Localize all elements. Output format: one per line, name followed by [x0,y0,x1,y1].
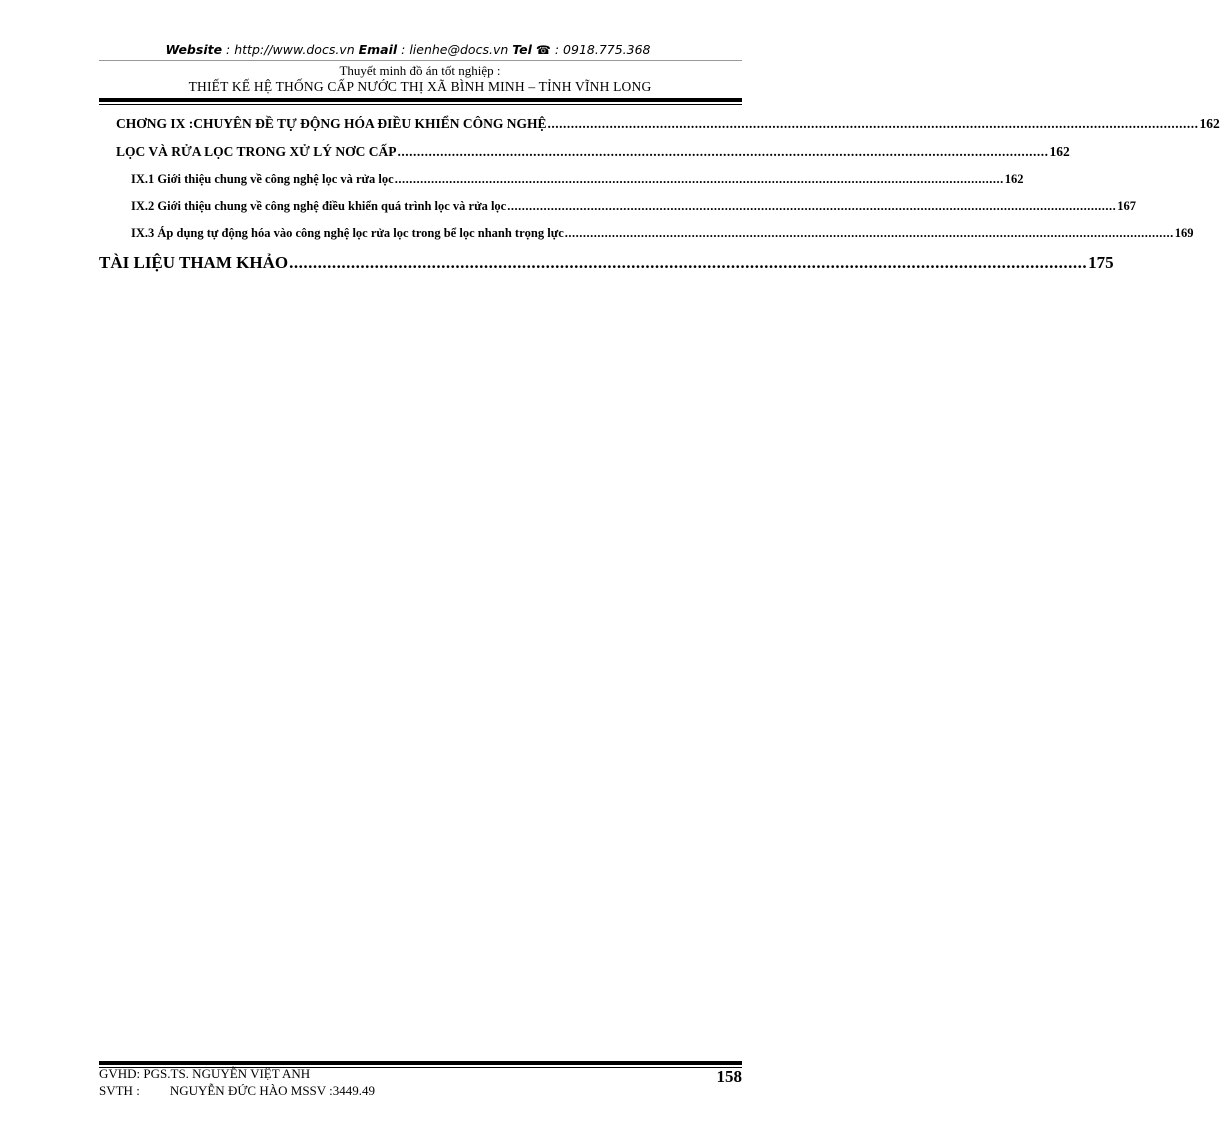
toc-entry[interactable] [131,226,1194,241]
tel-key: Tel [512,42,532,57]
toc-entry-page: 162 [1049,144,1070,159]
toc-entry-page: 169 [1174,226,1194,240]
toc-entry-page: 162 [1199,116,1220,131]
footer-student-value: NGUYỄN ĐỨC HÀO MSSV :3449.49 [169,1083,376,1098]
footer-student [99,1083,375,1099]
toc-entry[interactable] [131,199,1136,214]
toc-entry-label: IX.3 Áp dụng tự động hóa vào công nghệ lọc rửa lọc trong bể lọc nhanh trọng lực [131,226,564,240]
website-key: Website [165,42,223,57]
toc-entry-label: TÀI LIỆU THAM KHẢO [99,253,289,272]
toc-entry-label: IX.2 Giới thiệu chung về công nghệ điều khiển quá trình lọc và rửa lọc [131,199,507,213]
toc-leader-dots: ........................................................................................................................................................................ [289,253,1088,272]
toc-leader-dots: ........................................................................................................................................................................ [507,199,1117,213]
header-rule-thick [99,98,742,102]
toc-entry-page: 162 [1004,172,1024,186]
toc-entry-page: 167 [1117,199,1136,213]
toc-leader-dots: ........................................................................................................................................................................ [397,144,1049,159]
email-value: : lienhe@docs.vn [397,42,513,57]
toc-entry[interactable] [116,144,1070,160]
footer-rule-thick [99,1061,742,1065]
toc-leader-dots: ........................................................................................................................................................................ [394,172,1004,186]
website-header-line [0,42,816,57]
toc-entry[interactable] [116,116,1220,132]
document-title: THIẾT KẾ HỆ THỐNG CẤP NƯỚC THỊ XÃ BÌNH MINH – TỈNH VĨNH LONG [188,79,652,94]
footer-student-key: SVTH : [99,1083,140,1098]
website-value: : http://www.docs.vn [222,42,359,57]
page-number: 158 [716,1067,742,1086]
toc-leader-dots: ........................................................................................................................................................................ [564,226,1174,240]
document-subtitle: Thuyết minh đồ án tốt nghiệp : [339,63,501,78]
footer-advisor: GVHD: PGS.TS. NGUYỄN VIỆT ANH [99,1066,311,1081]
email-key: Email [358,42,398,57]
phone-icon: ☎ [535,43,551,57]
tel-value: : 0918.775.368 [550,42,651,57]
toc-entry-page: 175 [1088,253,1114,272]
toc-entry-label: IX.1 Giới thiệu chung về công nghệ lọc và rửa lọc [131,172,394,186]
toc-leader-dots: ........................................................................................................................................................................ [547,116,1199,131]
toc-entry[interactable] [99,253,1114,273]
header-divider [99,60,742,61]
toc-entry[interactable] [131,172,1024,187]
toc-entry-label: CHƠNG IX :CHUYÊN ĐỀ TỰ ĐỘNG HÓA ĐIỀU KHIỂN CÔNG NGHỆ [116,116,547,131]
toc-entry-label: LỌC VÀ RỬA LỌC TRONG XỬ LÝ NƠC CẤP [116,144,397,159]
header-rule-thin [99,104,742,105]
